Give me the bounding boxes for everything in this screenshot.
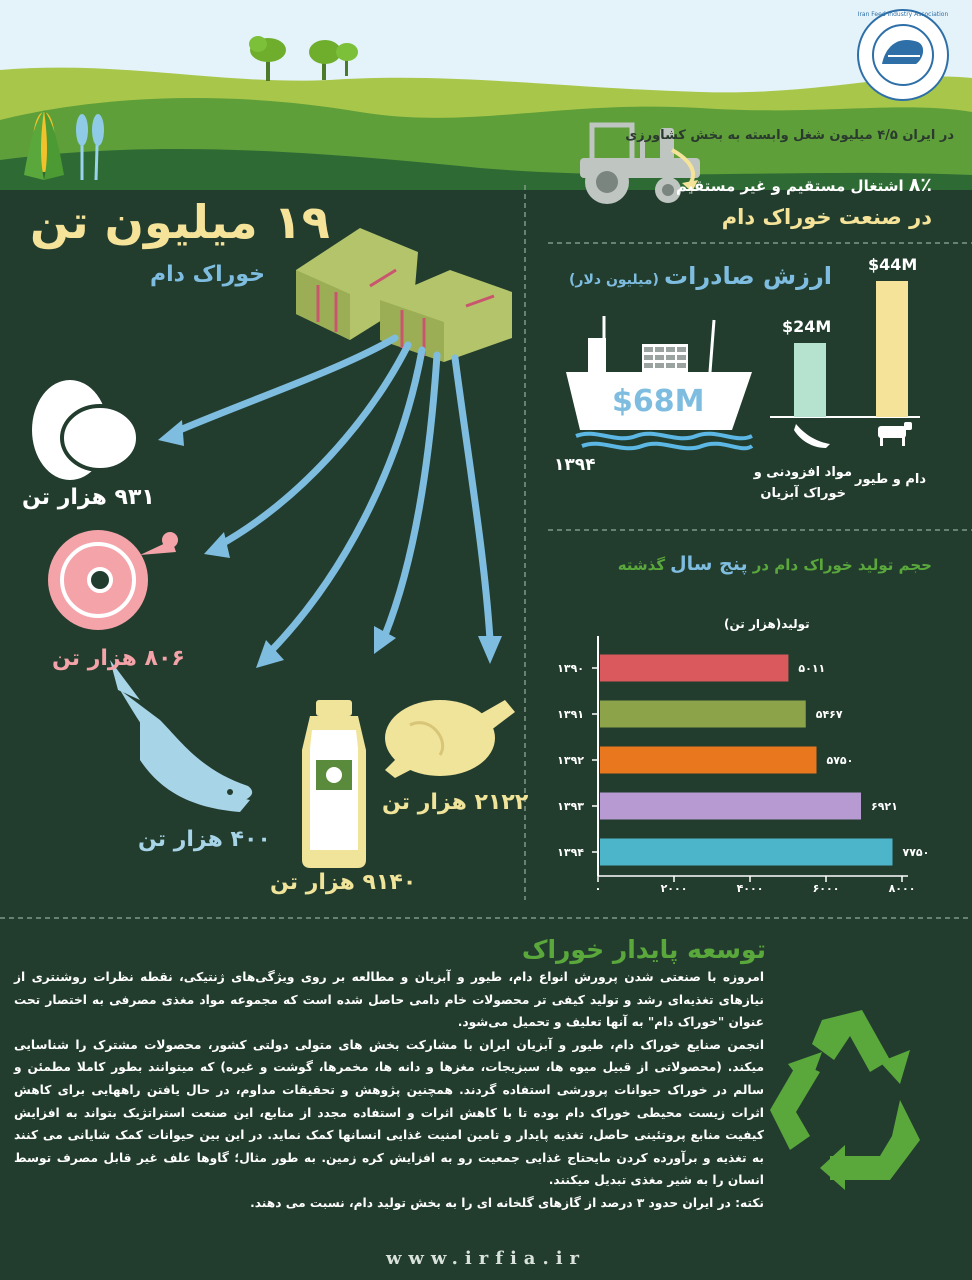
production-bar-chart — [540, 636, 960, 898]
chicken-label: ۲۱۲۲ هزار تن — [382, 790, 529, 815]
chart-x-tick-label: ۲۰۰۰ — [660, 882, 688, 895]
chart-x-tick-label: ۰ — [594, 882, 602, 895]
exports-title-text: ارزش صادرات — [663, 262, 832, 290]
chart-value-label: ۵۴۶۷ — [815, 708, 843, 721]
chart-x-tick-label: ۴۰۰۰ — [736, 882, 764, 895]
chart-ylabel: تولید(هزار تن) — [724, 617, 810, 631]
footer-url[interactable]: www.irfia.ir — [385, 1248, 587, 1269]
chart-category-label: ۱۳۹۱ — [557, 708, 584, 721]
association-logo — [858, 10, 949, 100]
sustainable-p1: امروزه با صنعتی شدن پرورش انواع دام، طیور و آبزیان و مطالعه بر روی ویژگی‌های ژنتیکی، نقطه نظرات روشنتری از نیازهای تغذیه‌ای رشد و تولید کیفی تر محصولات خام دامی حاصل شده است که مجموعه مواد مغذی مصرفی به اختصار تحت عنوان "خوراک دام" به آنها تعلیف و تحمیل می‌شود. — [14, 970, 764, 1030]
exports-total: $68M — [612, 384, 705, 419]
exports-year: ۱۳۹۴ — [554, 455, 596, 475]
sustainable-title: توسعه پایدار خوراک — [521, 935, 766, 964]
sustainable-p2: انجمن صنایع خوراک دام، طیور و آبزیان ایران با مشارکت بخش های متولی دولتی کشور، محصولات مشترک را شناسایی میکند. (محصولاتی از قبیل میوه ها، سبزیجات، مغزها و دانه ها، مخمرها، گوشت و غیره) که میتوانند بطور کاملا مطمئن و سالم در خوراک حیوانات پرورشی استفاده گردند. همچنین پژوهش و تحقیقات مداوم، در حال یافتن راههایی برای کاهش اثرات زیست محیطی خوراک دام بوده تا با کاهش اثرات و استفاده مجدد از منابع، این صنعت استراتژیک بتواند به افزایش کیفیت منابع پروتئینی حاصل، تغذیه پایدار و تامین امنیت غذایی انسانها کمک نماید. در این بین حیوانات کمک شایانی می کنند به تغذیه و برآورده کردن مایحتاج غذایی جمعیت رو به افزایش کره زمین. به طور مثال؛ گاوها علف غیر قابل مصرف توسط انسان را به شیر مغذی تبدیل میکنند. — [14, 1037, 764, 1188]
chart-value-label: ۶۹۲۱ — [870, 800, 898, 813]
employment-pct: ۸٪ — [908, 174, 932, 196]
chart-title-part2: پنج سال — [670, 553, 748, 575]
chart-bar — [600, 747, 817, 774]
chart-category-label: ۱۳۹۳ — [557, 800, 584, 813]
chart-category-label: ۱۳۹۲ — [557, 754, 584, 767]
chart-title-part3: گذشته — [617, 556, 666, 574]
exports-unit: (میلیون دلار) — [569, 272, 659, 288]
employment-line2: در صنعت خوراک دام — [721, 205, 932, 229]
sustainable-text — [14, 966, 764, 1215]
chart-value-label: ۷۷۵۰ — [902, 846, 930, 859]
export-value-additives: $24M — [782, 316, 832, 336]
chart-category-label: ۱۳۹۴ — [557, 846, 584, 859]
chart-bar — [600, 701, 806, 728]
export-bar-additives — [794, 343, 826, 417]
chart-bar — [600, 793, 861, 820]
chart-title-part1: حجم تولید خوراک دام در — [752, 556, 932, 574]
chart-bar — [600, 839, 893, 866]
export-value-livestock: $44M — [868, 254, 918, 274]
svg-text:Iran Feed Industry Association: Iran Feed Industry Association — [857, 11, 949, 18]
chart-x-tick-label: ۸۰۰۰ — [888, 882, 916, 895]
milk-label: ۹۱۴۰ هزار تن — [270, 870, 417, 895]
employment-line — [676, 174, 932, 196]
export-label-additives-2: خوراک آبزیان — [760, 486, 846, 501]
milk-bottle-icon — [302, 700, 366, 868]
chart-value-label: ۵۷۵۰ — [826, 754, 854, 767]
chart-x-tick-label: ۶۰۰۰ — [812, 882, 840, 895]
chart-title — [618, 553, 932, 575]
exports-title — [569, 262, 832, 290]
export-label-additives-1: مواد افزودنی و — [753, 465, 852, 480]
export-bar-livestock — [876, 281, 908, 417]
feed-total-amount: ۱۹ میلیون تن — [30, 195, 330, 249]
fish-label: ۴۰۰ هزار تن — [138, 827, 271, 852]
export-label-livestock: دام و طیور — [855, 472, 926, 487]
chart-bar — [600, 655, 788, 682]
sustainable-note: نکته: در ایران حدود ۳ درصد از گازهای گلخانه ای را به بخش تولید دام، نسبت می دهند. — [250, 1195, 764, 1210]
eggs-label: ۹۳۱ هزار تن — [22, 485, 155, 510]
chart-value-label: ۵۰۱۱ — [798, 662, 826, 675]
chart-category-label: ۱۳۹۰ — [557, 662, 584, 675]
jobs-line: در ایران ۴/۵ میلیون شغل وابسته به بخش کشاورزی — [625, 128, 954, 143]
employment-line1: اشتغال مستقیم و غیر مستقیم — [675, 177, 904, 195]
meat-label: ۸۰۶ هزار تن — [52, 646, 185, 671]
feed-total-label: خوراک دام — [150, 262, 265, 287]
